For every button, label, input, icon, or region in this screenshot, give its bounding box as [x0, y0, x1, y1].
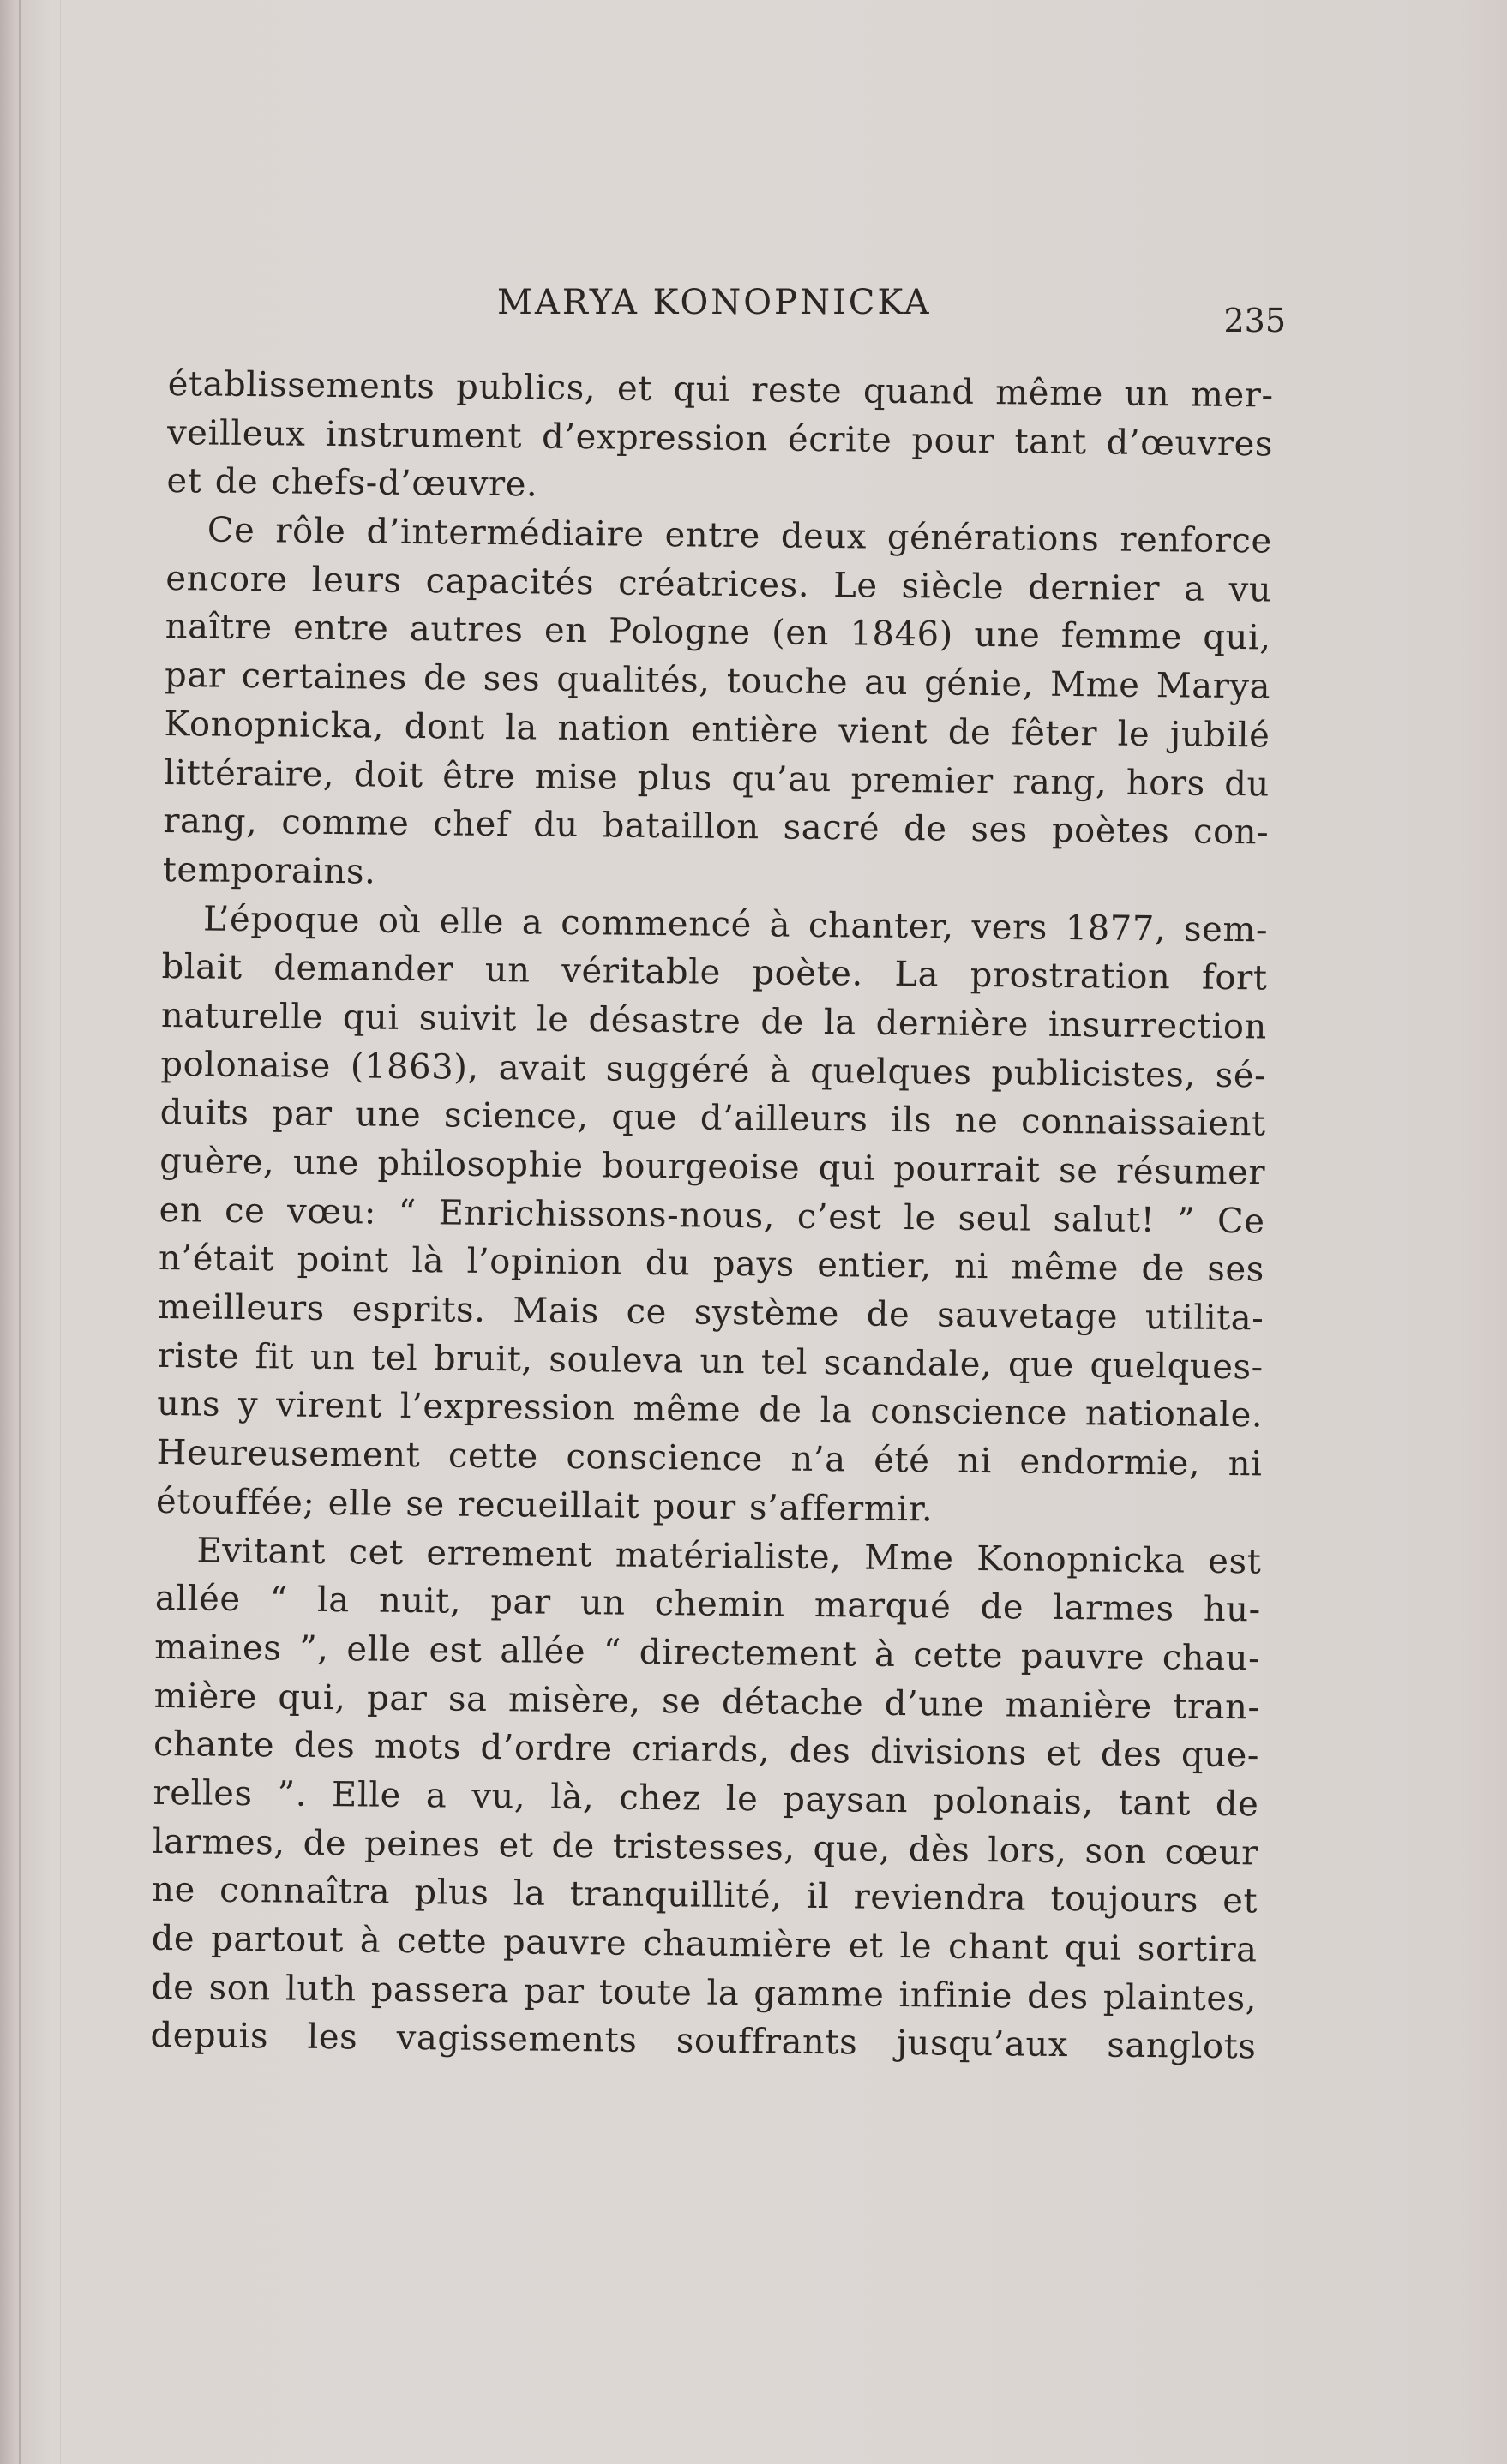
text-line: naître entre autres en Pologne (en 1846) une femme qui, — [165, 607, 1271, 658]
text-line: naturelle qui suivit le désastre de la dernière insurrection — [160, 995, 1268, 1047]
text-line: étouffée; elle se recueillait pour s’affermir. — [155, 1481, 934, 1530]
text-line: Konopnicka, dont la nation entière vient de fêter le jubilé — [164, 704, 1270, 756]
binding-gutter — [19, 0, 21, 2464]
text-line: établissements publics, et qui reste quand même un mer- — [167, 363, 1274, 416]
text-line: uns y virent l’expression même de la conscience nationale. — [156, 1384, 1264, 1436]
text-line: veilleux instrument d’expression écrite pour tant d’œuvres — [166, 412, 1274, 465]
text-line: en ce vœu: “ Enrichissons-nous, c’est le seul salut! ” Ce — [159, 1190, 1265, 1242]
text-line: de partout à cette pauvre chaumière et le chant qui sortira — [151, 1918, 1258, 1970]
text-line: littéraire, doit être mise plus qu’au premier rang, hors du — [163, 752, 1270, 804]
text-line: blait demander un véritable poète. La prostration fort — [161, 947, 1268, 998]
text-line: depuis les vagissements souffrants jusqu’aux sanglots — [150, 2016, 1257, 2067]
text-line: par certaines de ses qualités, touche au génie, Mme Marya — [164, 656, 1271, 707]
running-head — [171, 283, 1286, 339]
text-line: mière qui, par sa misère, se détache d’une manière tran- — [153, 1676, 1260, 1727]
text-line: rang, comme chef du bataillon sacré de ses poètes con- — [163, 801, 1270, 853]
text-line: maines ”, elle est allée “ directement à cette pauvre chau- — [154, 1627, 1261, 1679]
text-line: relles ”. Elle a vu, là, chez le paysan polonais, tant de — [153, 1772, 1259, 1825]
text-line: polonaise (1863), avait suggéré à quelques publicistes, sé- — [160, 1044, 1267, 1096]
text-line: L’époque où elle a commencé à chanter, vers 1877, sem- — [202, 899, 1269, 950]
body-text — [150, 360, 1274, 2071]
text-line: encore leurs capacités créatrices. Le siècle dernier a vu — [165, 558, 1272, 610]
text-line: chante des mots d’ordre criards, des divisions et des que- — [153, 1724, 1260, 1776]
text-line: Ce rôle d’intermédiaire entre deux générations renforce — [207, 510, 1273, 561]
text-line: n’était point là l’opinion du pays entier, ni même de ses — [158, 1238, 1265, 1290]
text-line: Evitant cet errement matérialiste, Mme Konopnicka est — [196, 1530, 1262, 1581]
page-edge-line — [60, 0, 61, 2464]
text-line: guère, une philosophie bourgeoise qui pourrait se résumer — [159, 1141, 1266, 1193]
text-line: temporains. — [162, 849, 376, 892]
text-line: de son luth passera par toute la gamme infinie des plaintes, — [150, 1967, 1258, 2019]
text-line: ne connaîtra plus la tranquillité, il reviendra toujours et — [152, 1870, 1258, 1921]
paragraph — [156, 895, 1269, 1538]
running-title: MARYA KONOPNICKA — [497, 283, 932, 322]
text-line: allée “ la nuit, par un chemin marqué de larmes hu- — [154, 1579, 1262, 1630]
text-line: meilleurs esprits. Mais ce système de sauvetage utilita- — [158, 1287, 1264, 1339]
paragraph — [162, 506, 1272, 906]
text-line: duits par une science, que d’ailleurs ils ne connaissaient — [159, 1093, 1266, 1144]
page-number: 235 — [1223, 302, 1286, 339]
text-line: et de chefs-d’œuvre. — [166, 461, 538, 505]
text-line: larmes, de peines et de tristesses, que, dès lors, son cœur — [152, 1821, 1259, 1873]
paragraph — [150, 1526, 1261, 2071]
text-line: Heureusement cette conscience n’a été ni endormie, ni — [156, 1433, 1263, 1484]
text-line: riste fit un tel bruit, souleva un tel scandale, que quelques- — [157, 1335, 1264, 1388]
paragraph — [166, 360, 1274, 518]
